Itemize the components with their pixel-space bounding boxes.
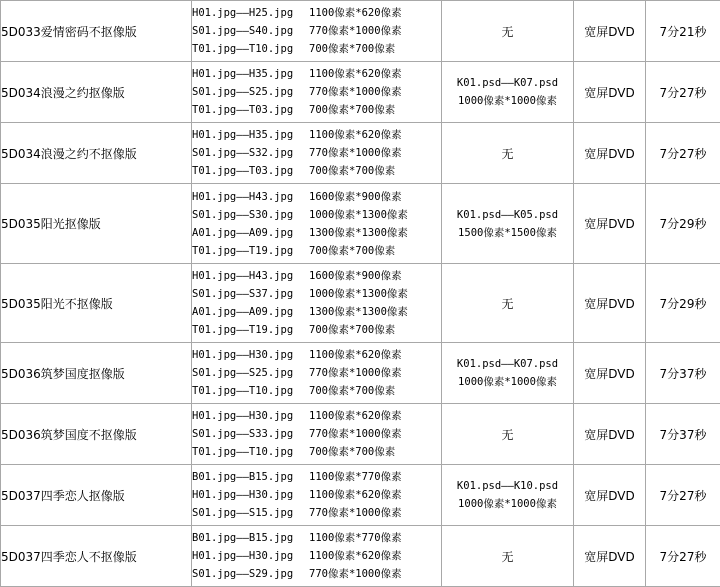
duration-cell: 7分29秒 — [646, 264, 720, 343]
psd-line: K01.psd——K10.psd — [442, 477, 573, 495]
table-row — [1, 264, 720, 343]
format-cell: 宽屏DVD — [574, 123, 646, 184]
file-range: T01.jpg——T10.jpg — [192, 443, 309, 461]
template-name-cell: 5D034浪漫之约不抠像版 — [1, 123, 192, 184]
template-name-cell: 5D035阳光抠像版 — [1, 184, 192, 264]
file-line — [192, 40, 441, 58]
table-row — [1, 404, 720, 465]
file-range: T01.jpg——T19.jpg — [192, 321, 309, 339]
file-range: T01.jpg——T19.jpg — [192, 242, 309, 260]
file-dimensions: 700像素*700像素 — [309, 101, 395, 119]
file-line — [192, 101, 441, 119]
file-range: T01.jpg——T03.jpg — [192, 162, 309, 180]
format-cell: 宽屏DVD — [574, 343, 646, 404]
psd-files-cell — [442, 62, 574, 123]
file-range: H01.jpg——H30.jpg — [192, 407, 309, 425]
template-name-cell: 5D035阳光不抠像版 — [1, 264, 192, 343]
file-dimensions: 770像素*1000像素 — [309, 144, 402, 162]
template-name-cell: 5D033爱情密码不抠像版 — [1, 1, 192, 62]
file-dimensions: 770像素*1000像素 — [309, 425, 402, 443]
file-range: T01.jpg——T03.jpg — [192, 101, 309, 119]
template-name-cell: 5D037四季恋人不抠像版 — [1, 526, 192, 587]
psd-files-cell — [442, 123, 574, 184]
file-line — [192, 565, 441, 583]
format-cell: 宽屏DVD — [574, 264, 646, 343]
psd-files-cell — [442, 465, 574, 526]
file-dimensions: 1100像素*770像素 — [309, 468, 402, 486]
duration-cell: 7分27秒 — [646, 123, 720, 184]
psd-files-cell — [442, 526, 574, 587]
file-range: H01.jpg——H30.jpg — [192, 346, 309, 364]
format-cell: 宽屏DVD — [574, 465, 646, 526]
jpg-files-cell — [192, 526, 442, 587]
file-dimensions: 770像素*1000像素 — [309, 364, 402, 382]
psd-files-cell — [442, 343, 574, 404]
file-range: T01.jpg——T10.jpg — [192, 40, 309, 58]
file-range: H01.jpg——H43.jpg — [192, 188, 309, 206]
psd-line: 1500像素*1500像素 — [442, 224, 573, 242]
file-dimensions: 700像素*700像素 — [309, 162, 395, 180]
none-label: 无 — [501, 428, 513, 442]
file-line — [192, 224, 441, 242]
file-dimensions: 1100像素*620像素 — [309, 547, 402, 565]
file-line — [192, 126, 441, 144]
jpg-files-cell — [192, 465, 442, 526]
file-dimensions: 770像素*1000像素 — [309, 22, 402, 40]
file-dimensions: 700像素*700像素 — [309, 382, 395, 400]
table-row — [1, 123, 720, 184]
jpg-files-cell — [192, 62, 442, 123]
file-dimensions: 700像素*700像素 — [309, 242, 395, 260]
file-line — [192, 504, 441, 522]
jpg-files-cell — [192, 343, 442, 404]
file-range: A01.jpg——A09.jpg — [192, 224, 309, 242]
jpg-files-cell — [192, 264, 442, 343]
file-range: S01.jpg——S25.jpg — [192, 83, 309, 101]
file-range: S01.jpg——S15.jpg — [192, 504, 309, 522]
file-range: S01.jpg——S37.jpg — [192, 285, 309, 303]
template-name-cell: 5D036筑梦国度不抠像版 — [1, 404, 192, 465]
file-dimensions: 1100像素*620像素 — [309, 65, 402, 83]
file-line — [192, 529, 441, 547]
file-line — [192, 303, 441, 321]
file-range: H01.jpg——H25.jpg — [192, 4, 309, 22]
file-dimensions: 1100像素*770像素 — [309, 529, 402, 547]
jpg-files-cell — [192, 1, 442, 62]
duration-cell: 7分21秒 — [646, 1, 720, 62]
file-line — [192, 242, 441, 260]
file-range: S01.jpg——S40.jpg — [192, 22, 309, 40]
format-cell: 宽屏DVD — [574, 404, 646, 465]
file-dimensions: 700像素*700像素 — [309, 321, 395, 339]
duration-cell: 7分27秒 — [646, 526, 720, 587]
jpg-files-cell — [192, 404, 442, 465]
psd-line: K01.psd——K07.psd — [442, 355, 573, 373]
file-dimensions: 770像素*1000像素 — [309, 504, 402, 522]
file-line — [192, 285, 441, 303]
file-line — [192, 267, 441, 285]
format-cell: 宽屏DVD — [574, 1, 646, 62]
file-range: S01.jpg——S25.jpg — [192, 364, 309, 382]
jpg-files-cell — [192, 184, 442, 264]
table-row — [1, 1, 720, 62]
psd-line: K01.psd——K07.psd — [442, 74, 573, 92]
none-label: 无 — [501, 550, 513, 564]
file-line — [192, 486, 441, 504]
file-line — [192, 4, 441, 22]
file-range: S01.jpg——S32.jpg — [192, 144, 309, 162]
table-row — [1, 184, 720, 264]
file-dimensions: 1600像素*900像素 — [309, 267, 402, 285]
format-cell: 宽屏DVD — [574, 526, 646, 587]
template-name-cell: 5D034浪漫之约抠像版 — [1, 62, 192, 123]
table-row — [1, 343, 720, 404]
file-dimensions: 1100像素*620像素 — [309, 407, 402, 425]
psd-line: 1000像素*1000像素 — [442, 92, 573, 110]
file-line — [192, 65, 441, 83]
file-line — [192, 144, 441, 162]
file-line — [192, 425, 441, 443]
file-line — [192, 443, 441, 461]
file-range: H01.jpg——H35.jpg — [192, 126, 309, 144]
psd-line: 1000像素*1000像素 — [442, 495, 573, 513]
psd-files-cell — [442, 264, 574, 343]
psd-line: K01.psd——K05.psd — [442, 206, 573, 224]
file-range: A01.jpg——A09.jpg — [192, 303, 309, 321]
file-dimensions: 1000像素*1300像素 — [309, 206, 408, 224]
file-range: S01.jpg——S30.jpg — [192, 206, 309, 224]
file-range: T01.jpg——T10.jpg — [192, 382, 309, 400]
file-line — [192, 468, 441, 486]
file-range: B01.jpg——B15.jpg — [192, 468, 309, 486]
product-table-body — [1, 1, 720, 587]
file-dimensions: 1100像素*620像素 — [309, 4, 402, 22]
none-label: 无 — [501, 147, 513, 161]
file-line — [192, 364, 441, 382]
file-line — [192, 547, 441, 565]
jpg-files-cell — [192, 123, 442, 184]
format-cell: 宽屏DVD — [574, 184, 646, 264]
file-dimensions: 1100像素*620像素 — [309, 346, 402, 364]
file-line — [192, 382, 441, 400]
file-line — [192, 346, 441, 364]
file-range: H01.jpg——H30.jpg — [192, 486, 309, 504]
file-dimensions: 700像素*700像素 — [309, 443, 395, 461]
format-cell: 宽屏DVD — [574, 62, 646, 123]
file-dimensions: 770像素*1000像素 — [309, 565, 402, 583]
file-line — [192, 83, 441, 101]
table-row — [1, 526, 720, 587]
template-name-cell: 5D036筑梦国度抠像版 — [1, 343, 192, 404]
file-line — [192, 188, 441, 206]
file-range: H01.jpg——H43.jpg — [192, 267, 309, 285]
file-line — [192, 22, 441, 40]
table-row — [1, 465, 720, 526]
template-name-cell: 5D037四季恋人抠像版 — [1, 465, 192, 526]
file-dimensions: 1300像素*1300像素 — [309, 224, 408, 242]
duration-cell: 7分27秒 — [646, 465, 720, 526]
psd-files-cell — [442, 1, 574, 62]
psd-files-cell — [442, 404, 574, 465]
file-dimensions: 1000像素*1300像素 — [309, 285, 408, 303]
psd-line: 1000像素*1000像素 — [442, 373, 573, 391]
file-line — [192, 321, 441, 339]
file-range: H01.jpg——H30.jpg — [192, 547, 309, 565]
table-row — [1, 62, 720, 123]
file-line — [192, 407, 441, 425]
file-dimensions: 770像素*1000像素 — [309, 83, 402, 101]
none-label: 无 — [501, 25, 513, 39]
duration-cell: 7分27秒 — [646, 62, 720, 123]
file-dimensions: 1300像素*1300像素 — [309, 303, 408, 321]
file-line — [192, 206, 441, 224]
duration-cell: 7分29秒 — [646, 184, 720, 264]
file-range: S01.jpg——S29.jpg — [192, 565, 309, 583]
file-dimensions: 1100像素*620像素 — [309, 126, 402, 144]
file-range: H01.jpg——H35.jpg — [192, 65, 309, 83]
file-dimensions: 1100像素*620像素 — [309, 486, 402, 504]
psd-files-cell — [442, 184, 574, 264]
duration-cell: 7分37秒 — [646, 404, 720, 465]
file-dimensions: 1600像素*900像素 — [309, 188, 402, 206]
duration-cell: 7分37秒 — [646, 343, 720, 404]
file-dimensions: 700像素*700像素 — [309, 40, 395, 58]
none-label: 无 — [501, 297, 513, 311]
file-range: S01.jpg——S33.jpg — [192, 425, 309, 443]
file-range: B01.jpg——B15.jpg — [192, 529, 309, 547]
file-line — [192, 162, 441, 180]
